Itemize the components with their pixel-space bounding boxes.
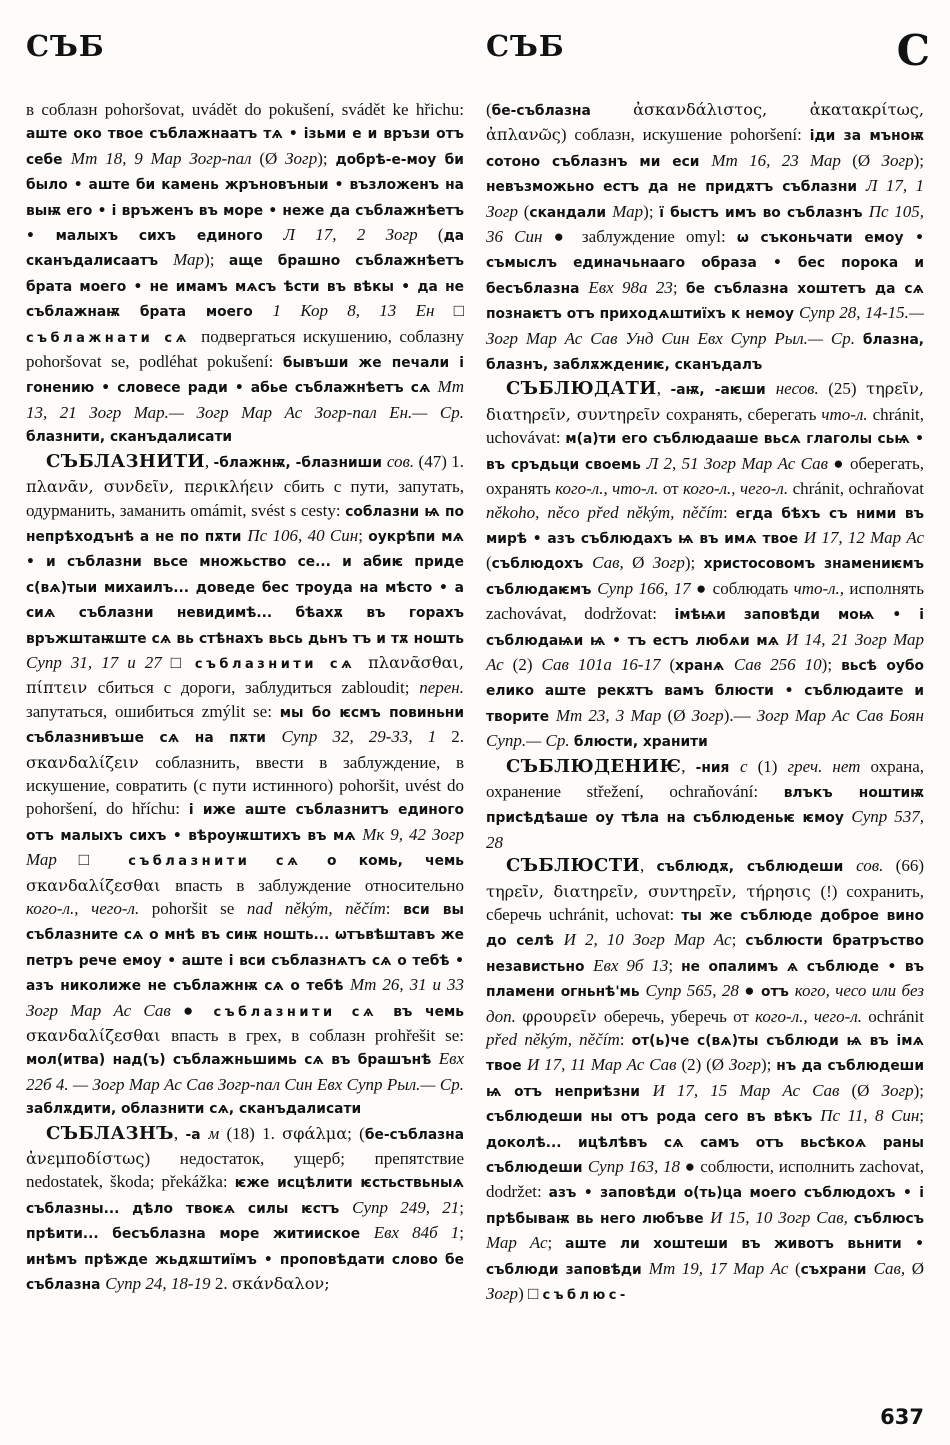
text-regular: pohoršit se	[151, 899, 247, 918]
text-regular: Ø	[911, 1258, 925, 1278]
text-slavonic: нъ да съблюдеши ѩ отъ неприѣзни	[486, 1058, 925, 1100]
text-italic: что-л.,	[793, 578, 850, 598]
text-regular: ) □	[518, 1284, 543, 1304]
text-italic: Мар Ас	[486, 1233, 548, 1253]
text-slavonic: -а	[185, 1126, 209, 1143]
text-italic: Супр 32, 29-33, 1	[281, 727, 452, 747]
text-italic: Супр 249, 21	[352, 1197, 460, 1217]
text-italic: Евх 9б 13	[593, 955, 669, 975]
text-italic: с	[740, 756, 758, 776]
dictionary-paragraph	[486, 98, 924, 377]
text-italic: Супр 166, 17	[597, 578, 696, 598]
dictionary-paragraph	[486, 755, 924, 855]
text-regular: ) недостаток, ущерб; препятствие nedostatek, škoda; překážka:	[26, 1149, 464, 1192]
text-slavonic: въ чемь	[393, 1003, 464, 1020]
text-regular: ● соблюсти, исполнить zachovat, dodržet:	[486, 1157, 925, 1202]
text-slavonic: прѣити... бесъблазна море житииское	[26, 1226, 374, 1243]
text-regular: ● заблуждение omyl:	[553, 227, 737, 247]
text-slavonic: азъ • заповѣди о(ть)ца моего съблюдохъ • і прѣбываѭ вь него любъве	[486, 1185, 924, 1227]
text-greek: πλανᾶν, συνδεῖν, περικλήειν	[26, 477, 284, 497]
text-regular: (	[794, 1258, 801, 1278]
text-slavonic: блазнити, сканъдалисати	[26, 429, 233, 446]
text-regular: ● соблюдать	[695, 578, 794, 598]
text-italic: Евх 84б 1	[373, 1223, 460, 1243]
text-slavonic: м(а)ти его съблюдааше вьсѧ глаголы сьѩ • въ сръдьци своемь	[486, 431, 924, 473]
text-regular: 2.	[214, 1274, 232, 1294]
text-slavonic: -аѭ, -аѥши	[670, 382, 776, 399]
text-regular: (	[523, 201, 530, 221]
text-italic: м	[208, 1123, 227, 1143]
text-italic: Зогр	[285, 148, 318, 168]
text-regular: подвергаться искушению, соблазну pohoršovat se, podléhat pokušení:	[26, 326, 464, 372]
text-regular: );	[913, 150, 924, 170]
text-slavonic: вьсѣ оубо елико аште рекѫтъ вамъ блюсти • съблюдаите и творите	[486, 657, 924, 725]
text-regular: (	[437, 225, 444, 245]
text-regular: ● оберегать, охранять	[486, 453, 924, 499]
text-italic: кого-л., чего-л.	[683, 479, 793, 499]
text-slavonic: і иже аште съблазнитъ единого отъ малыхъ сихъ • вѣроуѭштихъ въ мѧ	[26, 802, 465, 844]
text-spaced: съблюс-	[542, 1288, 629, 1304]
text-greek: σκανδαλίζεσθαι	[26, 875, 176, 895]
text-regular: оберечь, уберечь от	[603, 1006, 756, 1026]
text-greek: ἀσκανδάλιστος, ἀκατακρίτως, ἀπλανῶς	[486, 100, 924, 145]
text-italic: кого-л., чего-л.	[755, 1006, 869, 1026]
text-slavonic: ѥже исцѣлити ѥстьствьныѧ съблазны... дѣло твоѥѧ силы ѥстъ	[26, 1175, 464, 1217]
text-greek: σκάνδαλον;	[231, 1274, 330, 1294]
text-slavonic: христосовомъ знамениѥмъ съблюдаѥмъ	[486, 556, 925, 598]
text-regular: сбиться с дороги, заблудиться zabloudit;	[97, 678, 420, 698]
text-spaced: съблазнити сѧ	[128, 854, 327, 870]
text-regular: ochránit	[868, 1006, 924, 1026]
text-regular: впасть в заблуждение относительно	[175, 875, 465, 895]
text-italic: někoho, něco před někým, něčím	[486, 502, 723, 522]
text-italic: Сав,	[873, 1258, 912, 1278]
text-greek: σκανδαλίζειν	[26, 752, 156, 772]
text-regular: ;	[358, 525, 369, 545]
text-regular: );	[204, 250, 229, 270]
section-letter: С	[896, 26, 930, 75]
text-slavonic: мы бо ѥсмъ повиньни съблазнивъше сѧ на пѫти	[26, 704, 464, 747]
text-italic: Мар	[612, 201, 644, 221]
text-italic: кого-л., чего-л.	[26, 899, 152, 918]
text-regular: ;	[672, 277, 687, 297]
dictionary-paragraph	[486, 854, 924, 1307]
text-slavonic: о комь, чемь	[326, 853, 464, 870]
text-regular: (66)	[895, 856, 924, 876]
text-italic: nad někým, něčím	[246, 899, 386, 918]
text-regular: (Ø	[259, 148, 286, 168]
text-regular: сохранять, сберегать	[666, 404, 822, 424]
text-slavonic: съблюсъ	[853, 1210, 924, 1227]
text-regular: ●	[744, 981, 761, 1001]
text-regular: впасть в грех, в соблазн prohřešit se:	[171, 1026, 464, 1046]
text-italic: сов.	[856, 856, 896, 876]
text-italic: И 14, 21 Зогр Мар Ас	[486, 629, 925, 674]
text-regular: (Ø	[852, 150, 882, 170]
text-italic: Супр 28, 14-15.— Зогр Мар Ас Сав Унд Син Евх Супр Рыл.— Ср.	[486, 303, 924, 348]
text-slavonic: скандали	[529, 204, 613, 221]
text-italic: Зогр	[881, 150, 914, 170]
text-slavonic: бе-съблазна	[364, 1126, 464, 1143]
text-italic: před někým, něčím	[486, 1030, 620, 1050]
text-italic: Мт 18, 9 Мар Зогр-пал	[70, 148, 260, 168]
text-slavonic: ї быстъ имъ во съблазнъ	[659, 204, 869, 221]
text-regular: (25)	[828, 379, 867, 399]
text-italic: Зогр	[728, 1055, 762, 1075]
text-regular: (	[486, 553, 492, 573]
text-regular: □	[170, 652, 195, 672]
text-italic: кого, чесо или без доп.	[486, 981, 924, 1026]
text-italic: Пс 11, 8 Син	[820, 1106, 920, 1126]
headword: СЪБЛЮДЕНИѤ	[506, 755, 682, 777]
text-italic: Сав 101а 16-17	[541, 654, 670, 674]
text-slavonic: соблазни ѩ по непрѣходънѣ а не по пѫти	[26, 503, 465, 545]
text-slavonic: -ния	[695, 759, 740, 776]
text-slavonic: не опалимъ ѧ съблюде • въ пламени огньнѣ'мь	[486, 958, 924, 1001]
text-italic: Л 17, 2 Зогр	[283, 225, 438, 245]
text-regular: );	[761, 1055, 777, 1075]
text-spaced: съблажнати сѧ	[26, 330, 202, 346]
text-regular: ; (	[347, 1123, 365, 1143]
text-slavonic: ты же съблюде доброе вино до селѣ	[486, 908, 924, 950]
text-italic: 1 Кор 8, 13 Ен	[272, 301, 454, 321]
text-italic: Мк 9, 42 Зогр Мар	[26, 824, 464, 870]
text-regular: ) соблазн, искушение pohoršení:	[560, 125, 810, 145]
text-slavonic: бе съблазна хоштетъ да сѧ познаѥтъ отъ приходѧштиїхъ к немоу	[486, 280, 924, 323]
text-regular: );	[643, 201, 660, 221]
text-italic: Пс 106, 40 Син	[247, 525, 359, 545]
headword: СЪБЛЮДАТИ	[506, 378, 657, 400]
text-regular: ;	[547, 1233, 566, 1253]
text-italic: И 17, 12 Мар Ас	[803, 527, 924, 547]
text-slavonic: егда бѣхъ съ ними въ мирѣ • азъ съблюдахъ ѩ въ имѧ твое	[486, 505, 924, 547]
text-slavonic: вси вы съблазните сѧ о мнѣ въ сиѭ ношть... ѡтъвѣштавъ же петръ рече емоу • аште і вси съблазнѧтъ сѧ о тебѣ • азъ николиже не съблажнѭ сѧ о тебѣ	[26, 902, 464, 995]
text-regular: (47) 1.	[418, 451, 464, 471]
text-regular: ;	[459, 1197, 464, 1217]
text-regular: в соблазн pohoršovat, uvádět do pokušení, svádět ke hřichu:	[26, 100, 464, 119]
text-slavonic: съхрани	[800, 1261, 874, 1278]
text-italic: Евх 22б 4. — Зогр Мар Ас Сав Зогр-пал Син Евх Супр Рыл.— Ср.	[26, 1049, 464, 1094]
text-slavonic: съблюдохъ	[491, 556, 593, 573]
text-italic: И 17, 11 Мар Ас Сав	[527, 1055, 682, 1075]
text-regular: 2.	[451, 727, 465, 747]
header-cell-left	[26, 29, 464, 80]
text-slavonic: от(ь)че с(вѧ)ты съблюди ѩ въ імѧ твое	[486, 1033, 924, 1075]
text-greek: τηρεῖν, διατηρεῖν, συντηρεῖν	[486, 379, 924, 424]
text-regular: охрана, охранение střežení, ochraňování:	[486, 756, 925, 801]
text-italic: греч. нет	[787, 756, 871, 776]
text-italic: что-л.	[821, 404, 873, 424]
text-greek: σφάλμα	[282, 1123, 348, 1143]
text-regular: (!) сохранить, сберечь uchránit, uchovat:	[486, 881, 924, 924]
text-regular: );	[821, 654, 842, 674]
text-regular: ;	[731, 930, 746, 950]
text-slavonic: съблюдѫ, съблюдеши	[656, 859, 857, 876]
text-slavonic: іди за мъноѭ сотоно съблазнъ ми еси	[486, 128, 924, 170]
column-2	[486, 98, 924, 1308]
text-slavonic: добрѣ-е-моу би было • аште би камень жръновъныи • възложенъ на выѭ его • і връженъ въ море • неже да съблажнѣетъ • малыхъ сихъ единого	[26, 151, 464, 245]
text-italic: перен.	[419, 678, 464, 698]
text-slavonic: хранѧ	[675, 657, 734, 674]
text-italic: Сав 256 10	[733, 654, 822, 674]
column-1	[26, 98, 464, 1308]
text-slavonic: бе-съблазна	[491, 103, 634, 119]
text-slavonic: аще брашно съблажнѣетъ брата моего • не имамъ мѧсъ ѣсти въ вѣкы • да не съблажнаѭ брата моего	[26, 253, 464, 321]
text-italic: Пс 105, 36 Син	[486, 201, 924, 247]
text-slavonic: инѣмъ прѣжде жьдѫштиїмъ • проповѣдати слово бе съблазна	[26, 1251, 464, 1294]
text-regular: chránit, uchovávat:	[486, 404, 925, 448]
text-slavonic: доколѣ... ицѣлѣвъ сѧ самъ отъ вьсѣкоѧ раны съблюдеши	[486, 1134, 924, 1177]
text-italic: Супр 24, 18-19	[105, 1274, 215, 1294]
text-slavonic: съблюсти братръство независтьно	[486, 933, 924, 975]
running-head-left: СЪБ	[26, 29, 105, 63]
text-regular: ).—	[723, 705, 757, 725]
text-italic: Л 17, 1 Зогр	[486, 176, 924, 221]
text-regular: ,	[681, 756, 696, 776]
dictionary-paragraph	[26, 98, 464, 450]
text-italic: Зогр	[691, 705, 724, 725]
text-italic: Зогр	[881, 1080, 914, 1100]
text-slavonic: влъкъ ноштиѭ присѣдѣаше оу тѣла на съблюденьѥ ѥмоу	[486, 784, 925, 827]
text-regular: (	[486, 100, 492, 119]
headword: СЪБЛАЗНЪ	[46, 1122, 174, 1144]
text-italic: Зогр Мар Ас Сав Боян Супр.— Ср.	[486, 705, 924, 751]
text-italic: И 17, 15 Мар Ас Сав	[652, 1080, 852, 1100]
text-regular: □	[453, 301, 464, 321]
text-slavonic: оукрѣпи мѧ • и съблазни вьсе множьство се... и абиѥ приде с(вѧ)тыи михаилъ... доведе бес троуда на мѣсто • а сиѧ съблазни невидимѣ... бѣахѫ въ горахъ връжштаѭште сѧ вь стѣнахъ вьсь дьнъ тъ и тѫ ношть	[26, 528, 464, 647]
text-italic: кого-л., что-л.	[555, 479, 663, 499]
text-slavonic: невъзможьно естъ да не придѫтъ съблазни	[486, 179, 866, 196]
text-regular: (18) 1.	[226, 1123, 283, 1143]
text-slavonic: аште ли хоштеши въ животъ вьнити • съблюди заповѣди	[486, 1236, 924, 1278]
text-regular: (1)	[757, 756, 788, 776]
text-slavonic: аште око твое съблажнаатъ тѧ • ізьми е и връзи отъ себе	[26, 126, 464, 168]
text-spaced: съблазнити сѧ	[213, 1004, 394, 1020]
text-regular: chránit, ochraňovat	[792, 479, 924, 499]
text-slavonic: да сканъдалисаатъ	[26, 228, 465, 270]
headword: СЪБЛЮСТИ	[506, 855, 640, 877]
text-italic: Супр 31, 17 и 27	[26, 652, 171, 672]
page-header	[0, 0, 950, 80]
text-italic: Супр 537, 28	[486, 807, 924, 852]
text-regular: ,	[656, 379, 671, 399]
text-italic: Мт 16, 23 Мар	[711, 150, 853, 170]
page-number: 637	[880, 1405, 924, 1429]
text-regular: соблазнить, ввести в заблуждение, в искушение, совратить (с пути истинного) pohoršit, uvést do pohoršení, do hříchu:	[26, 752, 464, 819]
text-regular: (2)	[512, 654, 542, 674]
text-regular: Ø	[632, 553, 653, 573]
text-italic: Мт 26, 31 и 33 Зогр Мар Ас Сав	[26, 975, 464, 1020]
text-regular: ●	[183, 1000, 214, 1020]
text-italic: несов.	[775, 379, 829, 399]
text-regular: );	[317, 148, 336, 168]
text-regular: (Ø	[667, 705, 692, 725]
text-slavonic: блазна, блазнъ, заблѫждениѥ, сканъдалъ	[486, 331, 924, 374]
text-regular: □	[78, 850, 129, 870]
text-regular: ,	[204, 451, 214, 471]
text-regular: исполнять zachovávat, dodržovat:	[486, 578, 924, 624]
text-italic: И 2, 10 Зогр Мар Ас	[563, 930, 732, 950]
text-greek: φρουρεῖν	[522, 1006, 604, 1026]
header-cell-right	[486, 29, 924, 80]
text-italic: Евх 98а 23	[588, 277, 673, 297]
text-regular: );	[913, 1080, 924, 1100]
text-regular: (2) (Ø	[681, 1055, 729, 1075]
text-slavonic: імѣѩи заповѣди моѩ • і съблюдаѩи ѩ • тъ естъ любѧи мѧ	[486, 607, 924, 649]
dictionary-paragraph	[26, 1122, 464, 1298]
dictionary-paragraph	[26, 450, 464, 1122]
text-regular: ;	[459, 1223, 465, 1243]
text-italic: Зогр	[486, 1284, 519, 1304]
text-greek: πλανᾶσθαι, πίπτειν	[26, 652, 464, 698]
text-greek: ἀνεμποδίστως	[26, 1149, 145, 1169]
text-regular: ,	[639, 856, 657, 876]
text-italic: Супр 163, 18	[587, 1157, 685, 1177]
text-regular: :	[619, 1030, 632, 1050]
text-regular: ;	[668, 955, 682, 975]
text-italic: Мт 19, 17 Мар Ас	[648, 1258, 795, 1278]
text-greek: τηρεῖν, διατηρεῖν, συντηρεῖν, τήρησις	[486, 881, 821, 901]
text-regular: :	[723, 502, 736, 522]
text-regular: );	[684, 553, 704, 573]
text-slavonic: бывъши же печали і гонению • словесе ради • абье съблажнѣетъ сѧ	[26, 355, 464, 397]
text-regular: (	[669, 654, 676, 674]
text-italic: И 15, 10 Зогр Сав,	[710, 1207, 854, 1227]
text-slavonic: отъ	[760, 984, 795, 1001]
text-italic: Сав,	[592, 553, 633, 573]
text-italic: Л 2, 51 Зогр Мар Ас Сав	[646, 453, 834, 473]
text-regular: от	[662, 479, 684, 499]
text-italic: Зогр	[652, 553, 685, 573]
text-spaced: съблазнити сѧ	[194, 656, 369, 672]
text-italic: Мт 23, 3 Мар	[555, 705, 668, 725]
text-italic: сов.	[386, 451, 419, 471]
text-regular: (Ø	[851, 1080, 882, 1100]
dictionary-paragraph	[486, 377, 924, 754]
text-slavonic: мол(итва) над(ъ) съблажньшимь сѧ въ брашънѣ	[26, 1052, 439, 1069]
text-slavonic: блюсти, хранити	[573, 734, 708, 751]
text-greek: σκανδαλίζεσθαι	[26, 1026, 172, 1046]
text-regular: ;	[919, 1106, 924, 1126]
text-italic: Супр 565, 28	[645, 981, 745, 1001]
text-slavonic: съблюдеши ны отъ рода сего въ вѣкъ	[486, 1109, 821, 1126]
text-italic: Мт 13, 21 Зогр Мар.— Зогр Мар Ас Зогр-пал Ен.— Ср.	[26, 377, 464, 422]
text-regular: :	[385, 899, 404, 918]
text-slavonic: заблѫдити, облазнити сѧ, сканъдалисати	[26, 1101, 362, 1118]
text-columns	[0, 80, 950, 1308]
text-italic: Мар	[173, 250, 205, 270]
text-regular: сбить с пути, запутать, одурманить, заманить omámit, svést s cesty:	[26, 477, 464, 520]
text-regular: запутаться, ошибиться zmýlit se:	[26, 701, 280, 721]
running-head-right: СЪБ	[486, 29, 565, 63]
text-slavonic: ѡ съконьчати емоу • съмыслъ единачьнааго образа • бес порока и бесъблазна	[486, 230, 924, 297]
text-slavonic: -блажнѭ, -блазниши	[213, 454, 387, 471]
headword: СЪБЛАЗНИТИ	[46, 450, 205, 472]
text-regular: ,	[173, 1123, 186, 1143]
